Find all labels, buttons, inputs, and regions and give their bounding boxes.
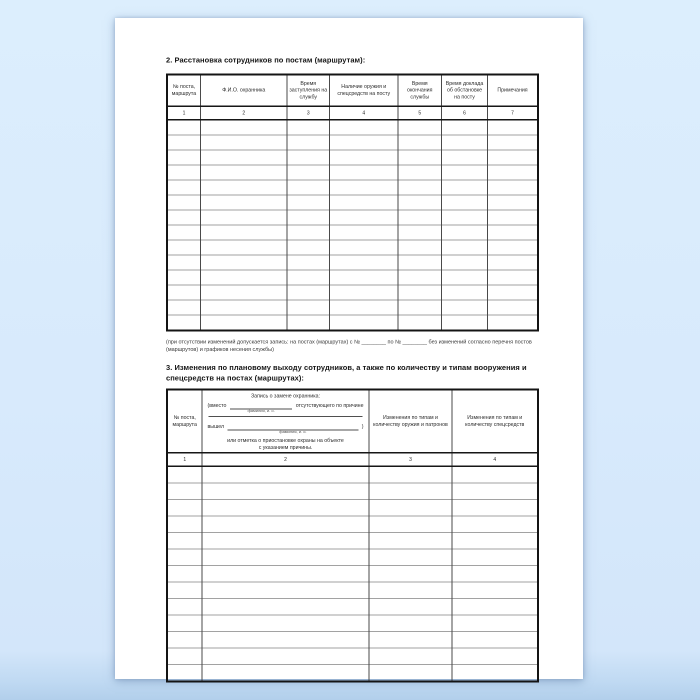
empty-row [167,648,538,665]
empty-cell [167,315,201,331]
suspension-note-line2: с указанием причины. [258,444,313,451]
column-number: 1 [167,453,202,467]
empty-cell [287,240,330,255]
empty-cell [201,195,288,210]
empty-cell [167,533,202,550]
column-number: 6 [442,106,488,120]
col-header-replacement-record [202,390,369,453]
closing-paren: ) [361,423,364,430]
empty-cell [287,225,330,240]
empty-cell [330,255,399,270]
empty-cell [398,120,442,135]
col-header-report-time: Время доклада об обстановке на посту [442,75,488,107]
empty-cell [167,240,201,255]
empty-cell [287,180,330,195]
empty-cell [202,533,369,550]
empty-cell [201,210,288,225]
empty-row [167,150,538,165]
empty-cell [369,582,452,599]
empty-row [167,665,538,682]
empty-cell [452,665,538,682]
empty-cell [167,632,202,649]
empty-cell [369,665,452,682]
empty-cell [398,135,442,150]
changes-table-number-row [167,453,538,467]
empty-cell [452,632,538,649]
instead-label: (вместо [207,402,227,409]
empty-cell [369,566,452,583]
empty-cell [167,135,201,150]
empty-cell [167,615,202,632]
empty-cell [287,165,330,180]
col-header-special-means-changes: Изменения по типам и количеству спецсредств [452,390,538,453]
empty-cell [442,240,488,255]
empty-cell [452,648,538,665]
name-hint: фамилия, и. о. [279,429,307,434]
empty-cell [452,533,538,550]
empty-cell [202,466,369,483]
empty-row [167,165,538,180]
col-header-post-number: № поста, маршрута [167,75,201,107]
empty-cell [452,516,538,533]
empty-cell [201,120,288,135]
empty-cell [201,255,288,270]
replacement-record-title: Запись о замене охранника: [250,393,321,400]
empty-cell [167,120,201,135]
empty-cell [452,615,538,632]
empty-cell [398,180,442,195]
empty-cell [398,300,442,315]
posts-table-number-row [167,106,538,120]
empty-cell [488,150,539,165]
empty-cell [167,648,202,665]
empty-cell [330,270,399,285]
empty-row [167,285,538,300]
empty-cell [202,500,369,517]
column-number: 2 [201,106,288,120]
empty-cell [201,285,288,300]
empty-cell [202,615,369,632]
document-page [115,18,583,679]
empty-cell [488,225,539,240]
empty-cell [398,165,442,180]
empty-cell [330,285,399,300]
empty-cell [287,120,330,135]
empty-cell [201,240,288,255]
empty-cell [201,135,288,150]
empty-cell [398,150,442,165]
empty-cell [369,466,452,483]
empty-cell [330,210,399,225]
empty-cell [369,632,452,649]
empty-cell [330,300,399,315]
empty-cell [488,195,539,210]
empty-row [167,240,538,255]
empty-cell [167,566,202,583]
empty-cell [167,599,202,616]
empty-cell [488,180,539,195]
empty-cell [167,195,201,210]
empty-cell [442,285,488,300]
empty-cell [398,255,442,270]
changes-table-header-row [167,390,538,453]
empty-cell [488,210,539,225]
posts-table [166,74,539,332]
empty-cell [452,466,538,483]
empty-row [167,135,538,150]
empty-row [167,180,538,195]
empty-cell [330,225,399,240]
column-number: 1 [167,106,201,120]
empty-cell [330,315,399,331]
empty-cell [167,150,201,165]
empty-cell [452,500,538,517]
replacement-out-line [207,423,364,434]
empty-row [167,120,538,135]
empty-cell [398,270,442,285]
column-number: 2 [202,453,369,467]
blank-reason-line [209,416,363,417]
empty-row [167,255,538,270]
empty-cell [287,150,330,165]
column-number: 3 [369,453,452,467]
empty-cell [167,549,202,566]
empty-cell [330,150,399,165]
empty-cell [202,648,369,665]
empty-cell [330,180,399,195]
empty-cell [369,549,452,566]
posts-table-header-row [167,75,538,107]
empty-row [167,270,538,285]
empty-cell [488,270,539,285]
empty-cell [202,483,369,500]
empty-cell [488,165,539,180]
column-number: 4 [330,106,399,120]
changes-table [166,389,539,683]
empty-row [167,533,538,550]
empty-cell [488,285,539,300]
empty-cell [442,300,488,315]
empty-row [167,500,538,517]
col-header-post-number: № поста, маршрута [167,390,202,453]
out-label: вышел [207,423,225,430]
empty-cell [201,315,288,331]
empty-cell [398,285,442,300]
no-changes-note: (при отсутствии изменений допускается запись: на постах (маршрутах) с № ________ по № ________ без изменений согласно перечня постов (маршрутов) и графиков несения службы) [166,339,532,353]
empty-cell [442,270,488,285]
empty-row [167,210,538,225]
section3-title: 3. Изменения по плановому выходу сотрудников, а также по количеству и типам вооружения и спецсредств на постах (маршрутах): [166,363,527,383]
empty-cell [369,533,452,550]
empty-cell [452,566,538,583]
empty-cell [398,195,442,210]
col-header-weapon-changes: Изменения по типам и количеству оружия и патронов [369,390,452,453]
empty-cell [167,665,202,682]
empty-cell [167,500,202,517]
col-header-end-time: Время окончания службы [398,75,442,107]
suspension-note-line1: или отметка о приостановке охраны на объекте [227,437,344,444]
empty-cell [167,466,202,483]
empty-cell [442,150,488,165]
empty-cell [167,165,201,180]
empty-row [167,566,538,583]
empty-cell [330,240,399,255]
col-header-start-time: Время заступления на службу [287,75,330,107]
empty-cell [452,599,538,616]
empty-cell [202,566,369,583]
empty-cell [201,150,288,165]
replacement-instead-line [207,402,364,413]
empty-cell [167,483,202,500]
empty-cell [167,516,202,533]
empty-row [167,599,538,616]
changes-table-body [167,466,538,681]
empty-cell [452,582,538,599]
empty-cell [330,135,399,150]
empty-cell [488,255,539,270]
empty-row [167,516,538,533]
empty-cell [442,135,488,150]
empty-cell [201,225,288,240]
empty-cell [167,270,201,285]
empty-cell [398,240,442,255]
posts-table-body [167,120,538,331]
empty-cell [369,483,452,500]
empty-cell [167,255,201,270]
empty-cell [442,195,488,210]
empty-cell [167,285,201,300]
empty-cell [442,180,488,195]
empty-cell [201,300,288,315]
empty-cell [488,120,539,135]
empty-cell [442,210,488,225]
empty-cell [202,665,369,682]
empty-cell [452,483,538,500]
empty-cell [167,582,202,599]
empty-row [167,466,538,483]
empty-cell [201,165,288,180]
empty-cell [488,315,539,331]
empty-cell [488,300,539,315]
column-number: 5 [398,106,442,120]
absent-reason-label: отсутствующего по причине [295,402,364,409]
empty-cell [287,255,330,270]
column-number: 3 [287,106,330,120]
empty-cell [330,165,399,180]
col-header-guard-name: Ф.И.О. охранника [201,75,288,107]
empty-cell [287,285,330,300]
empty-cell [167,210,201,225]
empty-cell [287,210,330,225]
empty-cell [442,255,488,270]
empty-cell [442,165,488,180]
empty-row [167,315,538,331]
empty-cell [202,549,369,566]
empty-cell [287,195,330,210]
empty-cell [202,582,369,599]
document-page-content [115,18,583,679]
empty-cell [330,195,399,210]
empty-cell [369,500,452,517]
empty-cell [398,210,442,225]
col-header-notes: Примечания [488,75,539,107]
empty-cell [201,180,288,195]
empty-row [167,195,538,210]
empty-cell [287,315,330,331]
empty-cell [442,120,488,135]
empty-row [167,225,538,240]
blank-name-field [228,423,359,434]
empty-cell [287,135,330,150]
empty-cell [488,240,539,255]
empty-row [167,549,538,566]
empty-cell [369,615,452,632]
empty-cell [287,270,330,285]
empty-cell [287,300,330,315]
empty-cell [167,300,201,315]
empty-cell [330,120,399,135]
empty-cell [369,599,452,616]
empty-cell [398,225,442,240]
empty-cell [442,225,488,240]
section2-title: 2. Расстановка сотрудников по постам (маршрутам): [166,56,366,65]
empty-cell [202,632,369,649]
col-header-weapons: Наличие оружия и спецсредств на посту [330,75,399,107]
empty-cell [398,315,442,331]
name-hint: фамилия, и. о. [247,408,275,413]
empty-cell [167,225,201,240]
blank-name-field [230,402,292,413]
empty-cell [201,270,288,285]
empty-row [167,300,538,315]
empty-row [167,582,538,599]
empty-cell [202,599,369,616]
empty-cell [369,516,452,533]
empty-row [167,483,538,500]
empty-row [167,615,538,632]
empty-cell [452,549,538,566]
empty-row [167,632,538,649]
empty-cell [167,180,201,195]
column-number: 4 [452,453,538,467]
empty-cell [442,315,488,331]
empty-cell [488,135,539,150]
column-number: 7 [488,106,539,120]
empty-cell [369,648,452,665]
empty-cell [202,516,369,533]
